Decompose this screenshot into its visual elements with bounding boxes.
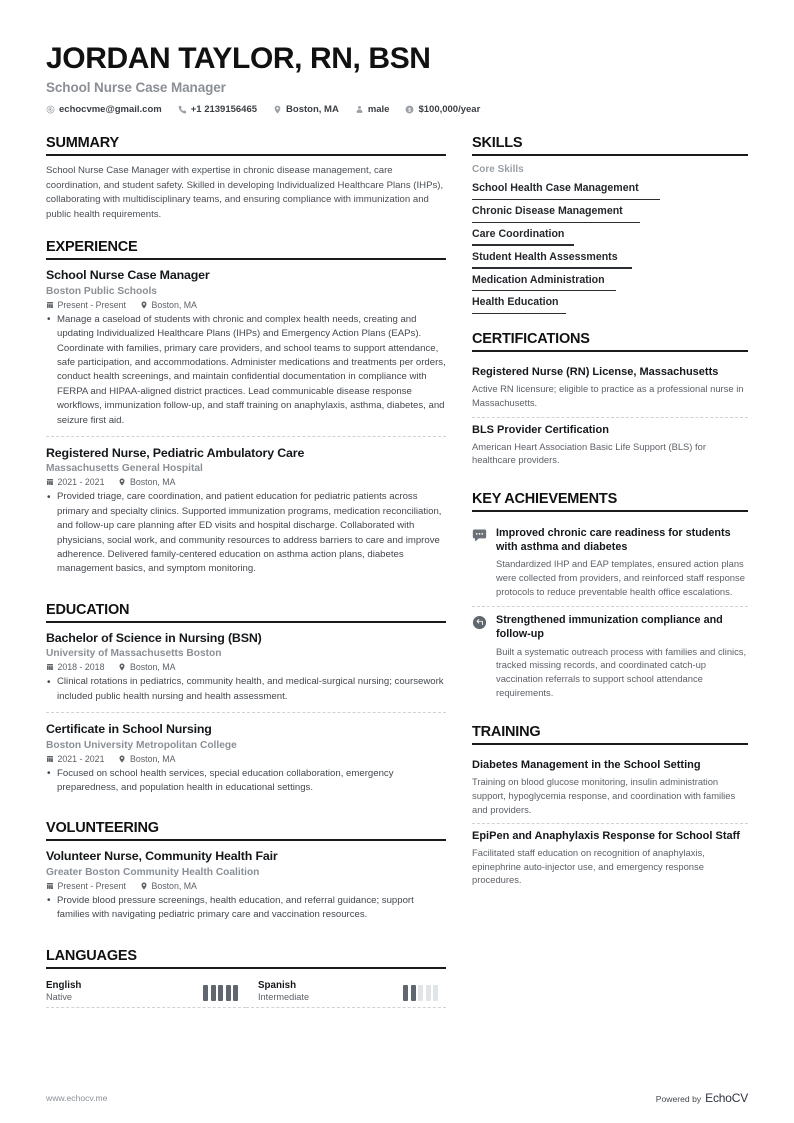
entry-dates bbox=[46, 754, 104, 764]
candidate-name: JORDAN TAYLOR, RN, BSN bbox=[46, 42, 431, 75]
language-rating-bar bbox=[218, 985, 223, 1001]
training-item-description: Facilitated staff education on recognition of anaphylaxis, epinephrine auto-injector use, and emergency response procedures. bbox=[472, 847, 705, 886]
achievement-item bbox=[472, 606, 748, 707]
training-item-title: EpiPen and Anaphylaxis Response for School Staff bbox=[472, 830, 740, 843]
entry-dates bbox=[46, 300, 126, 310]
contact-item-person[interactable] bbox=[355, 104, 390, 115]
language-level: Native bbox=[46, 991, 73, 1002]
speech-bubble-icon bbox=[472, 528, 487, 543]
skills-group-label: Core Skills bbox=[472, 164, 524, 175]
language-name: Spanish bbox=[258, 979, 297, 991]
training-item-description: Training on blood glucose monitoring, insulin administration support, hypoglycemia response, and coordination with families and providers. bbox=[472, 776, 736, 815]
skill-level-bar bbox=[472, 244, 574, 245]
language-rating-bar bbox=[426, 985, 431, 1001]
achievement-title: Strengthened immunization compliance and follow-up bbox=[496, 614, 723, 640]
location-pin-icon bbox=[118, 755, 126, 763]
contact-value: male bbox=[367, 104, 390, 115]
key-achievements-heading: KEY ACHIEVEMENTS bbox=[472, 491, 748, 512]
entry-organization: Massachusetts General Hospital bbox=[46, 463, 203, 475]
entry-dates-text: Present - Present bbox=[57, 880, 126, 891]
location-pin-icon bbox=[273, 105, 282, 114]
skill-level-bar bbox=[472, 222, 640, 223]
certification-item-title: Registered Nurse (RN) License, Massachusetts bbox=[472, 366, 719, 379]
location-pin-icon bbox=[140, 882, 148, 890]
skill-name: Health Education bbox=[472, 296, 559, 309]
entry-location bbox=[140, 300, 197, 310]
achievement-item bbox=[472, 520, 748, 606]
entry-location-text: Boston, MA bbox=[129, 477, 176, 488]
contact-item-email[interactable] bbox=[46, 104, 162, 115]
phone-icon bbox=[178, 105, 187, 114]
language-name: English bbox=[46, 979, 82, 991]
salary-coin-icon bbox=[405, 105, 414, 114]
language-rating-bar bbox=[233, 985, 238, 1001]
skill-level-bar bbox=[472, 313, 566, 314]
calendar-icon bbox=[46, 663, 54, 671]
entry-dates bbox=[46, 662, 104, 672]
entry-bullet: • Provided triage, care coordination, and patient education for pediatric patients across primary and specialty clinics. Supported immunization programs, medication reconciliation, and follow-up care planning after ED visits and hospital discharge. Collaborated with physicians, social work, and community resources to address barriers to care and improve adherence. Delivered family-centered education on asthma action plans, diabetes management basics, and symptom monitoring. bbox=[46, 490, 446, 576]
location-pin-icon bbox=[118, 663, 126, 671]
entry-location bbox=[118, 662, 175, 672]
experience-heading: EXPERIENCE bbox=[46, 239, 446, 260]
section-volunteering bbox=[46, 820, 446, 930]
contact-value: +1 2139156465 bbox=[190, 104, 258, 115]
section-languages bbox=[46, 948, 446, 1008]
section-education bbox=[46, 602, 446, 804]
summary-heading: SUMMARY bbox=[46, 135, 446, 156]
contact-info-bar bbox=[46, 104, 748, 115]
entry-dates-text: 2018 - 2018 bbox=[57, 662, 105, 673]
skill-item bbox=[472, 201, 748, 223]
entry-role: Registered Nurse, Pediatric Ambulatory Care bbox=[46, 445, 305, 460]
calendar-icon bbox=[46, 478, 54, 486]
education-entry-list bbox=[46, 631, 446, 804]
language-rating-bar bbox=[211, 985, 216, 1001]
contact-value: $100,000/year bbox=[418, 104, 481, 115]
entry-meta bbox=[46, 300, 446, 310]
language-level: Intermediate bbox=[258, 991, 310, 1002]
entry-organization: University of Massachusetts Boston bbox=[46, 648, 222, 660]
volunteering-entry-list bbox=[46, 849, 446, 930]
resume-header bbox=[46, 42, 748, 115]
left-column bbox=[46, 135, 446, 1010]
contact-value: echocvme@gmail.com bbox=[59, 104, 162, 115]
entry-meta bbox=[46, 477, 446, 487]
entry-organization: Boston Public Schools bbox=[46, 285, 157, 297]
entry-location bbox=[118, 754, 175, 764]
entry-bullet: • Focused on school health services, special education collaboration, emergency preparedness, and population health in educational settings. bbox=[46, 767, 446, 796]
contact-value: Boston, MA bbox=[286, 104, 339, 115]
training-list bbox=[472, 753, 748, 894]
entry-bullet-list bbox=[46, 675, 446, 704]
language-rating bbox=[203, 985, 238, 1002]
training-item bbox=[472, 753, 748, 823]
entry-location-text: Boston, MA bbox=[129, 662, 176, 673]
achievement-title: Improved chronic care readiness for students with asthma and diabetes bbox=[496, 527, 731, 553]
entry-bullet-list bbox=[46, 313, 446, 428]
language-info bbox=[258, 980, 309, 1002]
contact-item-phone[interactable] bbox=[178, 104, 257, 115]
skill-item bbox=[472, 247, 748, 269]
training-item bbox=[472, 823, 748, 894]
certification-item-title: BLS Provider Certification bbox=[472, 423, 609, 436]
entry-item bbox=[46, 712, 446, 803]
entry-role: Volunteer Nurse, Community Health Fair bbox=[46, 849, 278, 864]
volunteering-heading: VOLUNTEERING bbox=[46, 820, 446, 841]
skill-name: School Health Case Management bbox=[472, 182, 639, 194]
entry-role: School Nurse Case Manager bbox=[46, 268, 210, 283]
entry-dates bbox=[46, 477, 104, 487]
entry-bullet: • Clinical rotations in pediatrics, community health, and medical-surgical nursing; coursework included public health nursing and health assessment. bbox=[46, 675, 446, 704]
certification-item bbox=[472, 360, 748, 416]
brand-name: EchoCV bbox=[705, 1091, 748, 1105]
entry-item bbox=[46, 849, 446, 930]
skill-name: Medication Administration bbox=[472, 273, 605, 286]
language-item bbox=[246, 977, 446, 1008]
certification-item-description: American Heart Association Basic Life Support (BLS) for healthcare providers. bbox=[472, 440, 706, 466]
certification-item-description: Active RN licensure; eligible to practice as a professional nurse in Massachusetts. bbox=[472, 383, 744, 409]
achievement-description: Standardized IHP and EAP templates, ensured action plans were collected from providers, and reinforced staff response protocols to reduce preventable health office escalations. bbox=[496, 558, 745, 597]
language-rating-bar bbox=[403, 985, 408, 1001]
language-rating-bar bbox=[411, 985, 416, 1001]
skill-list bbox=[472, 178, 748, 314]
language-rating-bar bbox=[226, 985, 231, 1001]
language-info bbox=[46, 980, 81, 1002]
skill-item bbox=[472, 292, 748, 314]
entry-item bbox=[46, 436, 446, 585]
education-heading: EDUCATION bbox=[46, 602, 446, 623]
language-rating bbox=[403, 985, 438, 1002]
entry-item bbox=[46, 268, 446, 436]
achievement-list bbox=[472, 520, 748, 707]
powered-by-label: Powered by bbox=[655, 1094, 702, 1104]
footer-website[interactable]: www.echocv.me bbox=[46, 1093, 108, 1103]
entry-bullet-list bbox=[46, 490, 446, 576]
section-key-achievements bbox=[472, 491, 748, 707]
entry-meta bbox=[46, 754, 446, 764]
section-summary bbox=[46, 135, 446, 222]
skill-name: Student Health Assessments bbox=[472, 250, 618, 263]
person-icon bbox=[355, 105, 364, 114]
certifications-heading: CERTIFICATIONS bbox=[472, 331, 748, 352]
certification-item bbox=[472, 417, 748, 474]
language-list bbox=[46, 977, 446, 1008]
entry-meta bbox=[46, 881, 446, 891]
entry-bullet-list bbox=[46, 767, 446, 796]
location-pin-icon bbox=[140, 301, 148, 309]
skill-level-bar bbox=[472, 199, 660, 200]
language-rating-bar bbox=[203, 985, 208, 1001]
skill-level-bar bbox=[472, 267, 632, 268]
section-skills bbox=[472, 135, 748, 314]
entry-dates-text: Present - Present bbox=[57, 299, 126, 310]
language-rating-bar bbox=[433, 985, 438, 1001]
entry-organization: Boston University Metropolitan College bbox=[46, 739, 237, 751]
skill-item bbox=[472, 178, 748, 200]
contact-item-location-pin[interactable] bbox=[273, 104, 339, 115]
languages-heading: LANGUAGES bbox=[46, 948, 446, 969]
rotate-arrow-icon bbox=[472, 615, 487, 630]
entry-location-text: Boston, MA bbox=[151, 299, 197, 310]
achievement-description: Built a systematic outreach process with families and clinics, tracked missing records, and coordinated catch-up vaccination referrals to support school attendance requirements. bbox=[496, 645, 747, 698]
calendar-icon bbox=[46, 301, 54, 309]
entry-bullet: • Provide blood pressure screenings, health education, and referral guidance; support families with navigating pediatric primary care and vaccination resources. bbox=[46, 894, 446, 923]
entry-meta bbox=[46, 662, 446, 672]
skill-item bbox=[472, 224, 748, 246]
certification-list bbox=[472, 360, 748, 474]
section-experience bbox=[46, 239, 446, 584]
entry-role: Bachelor of Science in Nursing (BSN) bbox=[46, 630, 262, 645]
skill-name: Care Coordination bbox=[472, 227, 565, 240]
email-icon bbox=[46, 105, 55, 114]
achievement-body bbox=[496, 614, 748, 699]
candidate-job-title: School Nurse Case Manager bbox=[46, 80, 226, 95]
language-item bbox=[46, 977, 246, 1008]
section-training bbox=[472, 724, 748, 894]
summary-text: School Nurse Case Manager with expertise in chronic disease management, care coordination, and student safety. Skilled in developing Individualized Healthcare Plans (IHPs), collaborating with multidisciplinary teams, and ensuring compliance with immunization and public health requirements. bbox=[46, 165, 444, 220]
entry-bullet-list bbox=[46, 894, 446, 923]
section-certifications bbox=[472, 331, 748, 474]
skills-heading: SKILLS bbox=[472, 135, 748, 156]
training-item-title: Diabetes Management in the School Setting bbox=[472, 759, 701, 772]
page-footer bbox=[46, 1091, 748, 1105]
calendar-icon bbox=[46, 755, 54, 763]
training-heading: TRAINING bbox=[472, 724, 748, 745]
entry-location-text: Boston, MA bbox=[129, 753, 176, 764]
skill-item bbox=[472, 270, 748, 292]
calendar-icon bbox=[46, 882, 54, 890]
achievement-body bbox=[496, 527, 748, 598]
entry-organization: Greater Boston Community Health Coalition bbox=[46, 866, 260, 878]
experience-entry-list bbox=[46, 268, 446, 584]
language-rating-bar bbox=[418, 985, 423, 1001]
entry-item bbox=[46, 631, 446, 712]
contact-item-salary-coin[interactable] bbox=[405, 104, 480, 115]
entry-dates bbox=[46, 881, 126, 891]
skill-name: Chronic Disease Management bbox=[472, 204, 623, 217]
entry-role: Certificate in School Nursing bbox=[46, 722, 212, 737]
entry-location bbox=[118, 477, 175, 487]
entry-dates-text: 2021 - 2021 bbox=[57, 753, 105, 764]
footer-branding bbox=[656, 1091, 748, 1105]
right-column bbox=[472, 135, 748, 896]
entry-location bbox=[140, 881, 197, 891]
entry-bullet: • Manage a caseload of students with chronic and complex health needs, creating and updating Individualized Healthcare Plans (IHPs) and Emergency Action Plans (EAPs). Coordinate with families, primary care providers, and school teams to support attendance, safe participation, and accommodations. Administer medications and treatments per orders, conduct health screenings, and maintain confidential documentation in compliance with FERPA and HIPAA-aligned district practices. Lead communicable disease response workflows, immunization follow-up, and staff training on anaphylaxis, asthma, diabetes, and seizure first aid. bbox=[46, 313, 446, 428]
entry-location-text: Boston, MA bbox=[151, 880, 197, 891]
entry-dates-text: 2021 - 2021 bbox=[57, 477, 105, 488]
skill-level-bar bbox=[472, 290, 616, 291]
location-pin-icon bbox=[118, 478, 126, 486]
